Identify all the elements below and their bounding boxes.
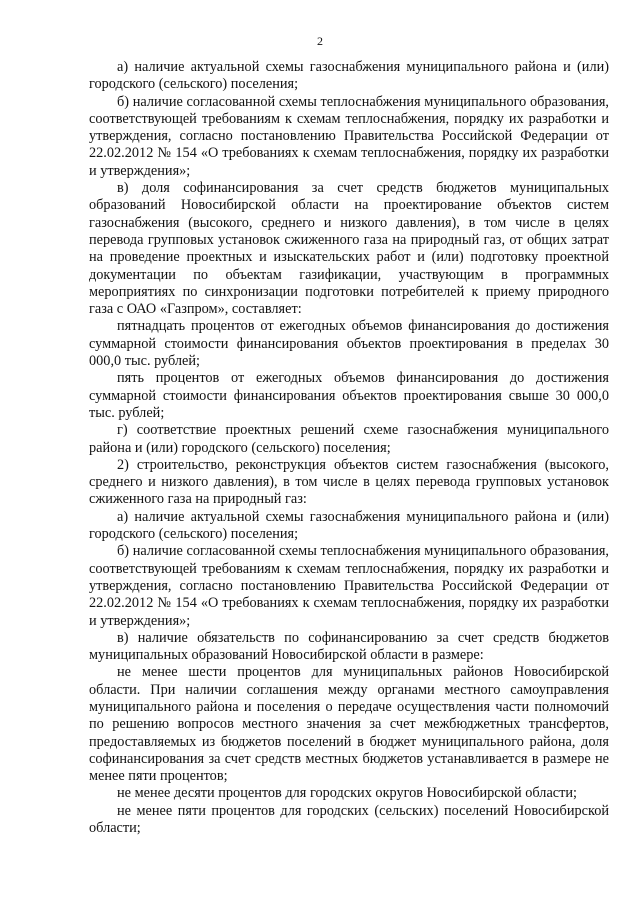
paragraph-3c-obligations: в) наличие обязательств по софинансированию за счет средств бюджетов муниципальных образований Новосибирской области в размере:: [89, 629, 609, 664]
paragraph-2b-heat-scheme: б) наличие согласованной схемы теплоснабжения муниципального образования, соответствующей требованиям к схемам теплоснабжения, порядку их разработки и утверждения, согласно постановлению Правительства Российской Федерации от 22.02.2012 № 154 «О требованиях к схемам теплоснабжения, порядку их разработки и утверждения»;: [89, 93, 609, 179]
paragraph-3b-heat-scheme: б) наличие согласованной схемы теплоснабжения муниципального образования, соответствующей требованиям к схемам теплоснабжения, порядку их разработки и утверждения, согласно постановлению Правительства Российской Федерации от 22.02.2012 № 154 «О требованиях к схемам теплоснабжения, порядку их разработки и утверждения»;: [89, 543, 609, 629]
paragraph-2a-scheme: а) наличие актуальной схемы газоснабжения муниципального района и (или) городского (сельского) поселения;: [89, 59, 609, 93]
paragraph-five-percent: пять процентов от ежегодных объемов финансирования до достижения суммарной стоимости финансирования объектов проектирования свыше 30 000,0 тыс. рублей;: [89, 370, 609, 421]
paragraph-ten-percent-urban-districts: не менее десяти процентов для городских округов Новосибирской области;: [117, 785, 578, 802]
paragraph-fifteen-percent: пятнадцать процентов от ежегодных объемов финансирования до достижения суммарной стоимости финансирования объектов проектирования в пределах 30 000,0 тыс. рублей;: [89, 318, 609, 370]
paragraph-3a-scheme: а) наличие актуальной схемы газоснабжения муниципального района и (или) городского (сельского) поселения;: [89, 508, 609, 543]
paragraph-2c-cofinancing-share: в) доля софинансирования за счет средств бюджетов муниципальных образований Новосибирской области на проектирование объектов систем газоснабжения (высокого, среднего и низкого давления), в том числе в целях перевода групповых установок сжиженного газа на природный газ, от общих затрат на проведение проектных и изыскательских работ и (или) подготовку проектной документации по объектам газификации, участвующим в программных мероприятиях по синхронизации подготовки потребителей к приему природного газа с ОАО «Газпром», составляет:: [89, 180, 609, 318]
paragraph-five-percent-settlements: не менее пяти процентов для городских (сельских) поселений Новосибирской области;: [89, 802, 609, 837]
paragraph-item-2-construction: 2) строительство, реконструкция объектов систем газоснабжения (высокого, среднего и низкого давления), в том числе в целях перевода групповых установок сжиженного газа на природный газ:: [89, 456, 609, 508]
paragraph-2d-compliance: г) соответствие проектных решений схеме газоснабжения муниципального района и (или) городского (сельского) поселения;: [89, 422, 609, 456]
page-number: 2: [317, 34, 323, 48]
paragraph-six-percent-districts: не менее шести процентов для муниципальных районов Новосибирской области. При наличии соглашения между органами местного самоуправления муниципального района и поселения о передаче осуществления части полномочий по решению вопросов местного значения за счет межбюджетных трансфертов, предоставляемых из бюджетов поселений в бюджет муниципального района, доля софинансирования за счет средств местных бюджетов устанавливается в размере не менее пяти процентов;: [89, 664, 609, 785]
document-body: [89, 59, 609, 837]
